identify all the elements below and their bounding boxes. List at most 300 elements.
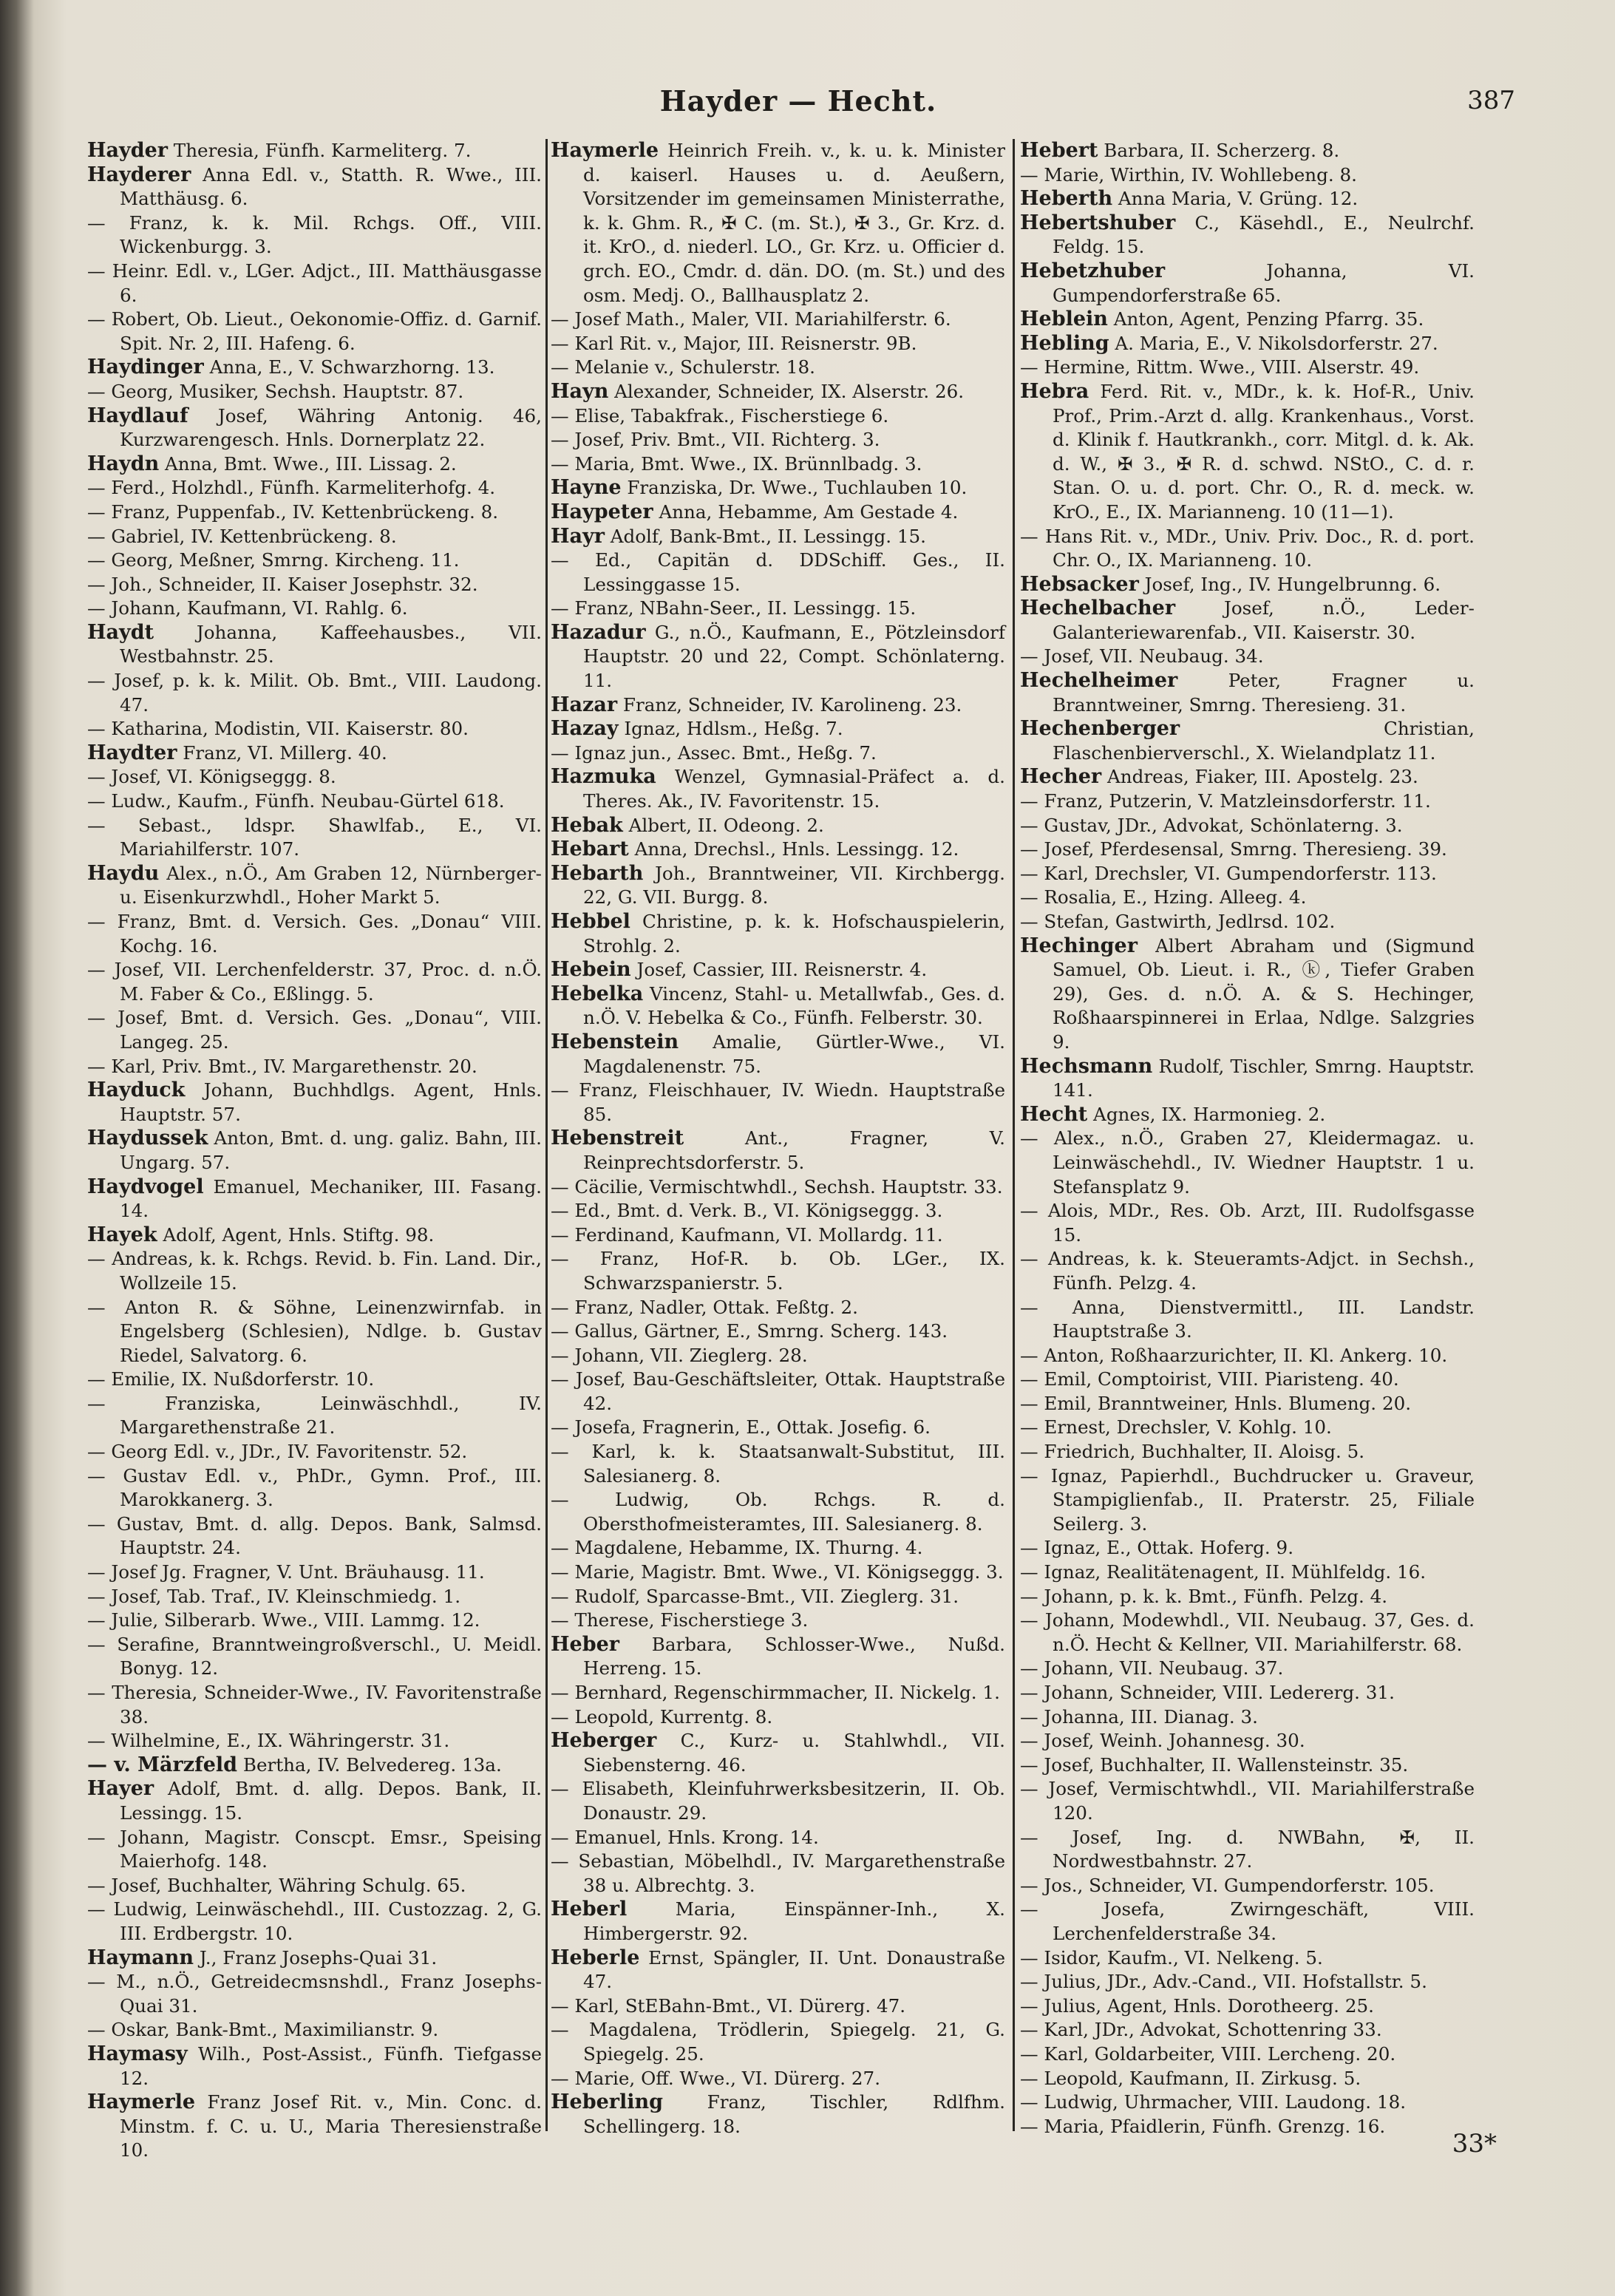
directory-entry xyxy=(1020,2115,1475,2139)
entry-details: Anna, Hebamme, Am Gestade 4. xyxy=(653,500,959,523)
directory-entry xyxy=(1020,838,1475,862)
entry-surname: Haypeter xyxy=(551,500,653,523)
entry-details: Heinrich Freih. v., k. u. k. Minister d. kaiserl. Hauses u. d. Aeußern, Vorsitzender im gemeinsamen Ministerrathe, k. k. Ghm. R., ✠ C. (m. St.), ✠ 3., Gr. Krz. d. it. KrO., d. niederl. LO., Gr. Krz. u. Officier d. grch. EO., Cmdr. d. dän. DO. (m. St.) und des osm. Medj. O., Ballhausplatz 2. xyxy=(583,140,1005,306)
directory-entry xyxy=(87,789,542,814)
directory-entry xyxy=(87,356,542,380)
entry-details: — Andreas, k. k. Steueramts-Adjct. in Sechsh., Fünfh. Pelzg. 4. xyxy=(1020,1248,1475,1294)
entry-surname: Haydt xyxy=(87,620,154,644)
directory-entry xyxy=(1020,717,1475,765)
directory-entry xyxy=(551,356,1005,380)
directory-entry xyxy=(87,1175,542,1223)
entry-details: — Anna, Dienstvermittl., III. Landstr. Hauptstraße 3. xyxy=(1020,1296,1475,1342)
entry-surname: Hazar xyxy=(551,693,618,716)
directory-entry xyxy=(87,1681,542,1729)
entry-details: Bertha, IV. Belvedereg. 13a. xyxy=(237,1753,502,1776)
entry-details: — Hermine, Rittm. Wwe., VIII. Alserstr. 49. xyxy=(1020,356,1420,378)
entry-details: Franz, Schneider, IV. Karolineng. 23. xyxy=(617,693,962,716)
directory-entry xyxy=(87,1729,542,1753)
entry-surname: Hazadur xyxy=(551,620,646,644)
entry-details: — Heinr. Edl. v., LGer. Adjct., III. Matthäusgasse 6. xyxy=(87,259,542,306)
entry-details: — Ernest, Drechsler, V. Kohlg. 10. xyxy=(1020,1416,1332,1439)
entry-details: — Karl, k. k. Staatsanwalt-Substitut, III. Salesianerg. 8. xyxy=(551,1441,1005,1487)
directory-entry xyxy=(87,1560,542,1585)
entry-details: Albert Abraham und (Sigmund Samuel, Ob. Lieut. i. R., ⓚ, Tiefer Graben 29), Ges. d. n.Ö. A. & S. Hechinger, Roßhaarspinnerei in Erlaa, Ndlge. Salzgries 9. xyxy=(1053,934,1475,1053)
directory-entry xyxy=(551,476,1005,500)
entry-surname: Hebra xyxy=(1020,379,1089,403)
directory-entry xyxy=(551,380,1005,404)
directory-entry xyxy=(87,1777,542,1825)
directory-entry xyxy=(551,1681,1005,1705)
directory-entry xyxy=(551,1777,1005,1825)
directory-entry xyxy=(551,1440,1005,1488)
entry-details: — Josef, Bmt. d. Versich. Ges. „Donau“, VIII. Langeg. 25. xyxy=(87,1007,542,1053)
entry-details: — Josefa, Zwirngeschäft, VIII. Lerchenfelderstraße 34. xyxy=(1020,1898,1475,1944)
entry-details: — Josef, VI. Königseggg. 8. xyxy=(87,766,336,788)
entry-details: — Ferd., Holzhdl., Fünfh. Karmeliterhofg. 4. xyxy=(87,477,496,499)
entry-details: Theresia, Fünfh. Karmeliterg. 7. xyxy=(167,140,472,161)
directory-entry xyxy=(551,958,1005,982)
directory-entry xyxy=(551,308,1005,332)
directory-entry xyxy=(551,500,1005,525)
directory-entry xyxy=(1020,1609,1475,1657)
directory-entry xyxy=(87,380,542,404)
directory-entry xyxy=(1020,814,1475,838)
entry-details: J., Franz Josephs-Quai 31. xyxy=(194,1946,438,1969)
directory-entry xyxy=(551,1705,1005,1730)
directory-entry xyxy=(1020,1681,1475,1705)
entry-details: — Rudolf, Sparcasse-Bmt., VII. Zieglerg. 31. xyxy=(551,1585,959,1607)
directory-entry xyxy=(551,1536,1005,1560)
entry-details: — Johann, VII. Zieglerg. 28. xyxy=(551,1344,808,1366)
entry-details: — Marie, Wirthin, IV. Wohllebeng. 8. xyxy=(1020,163,1357,186)
entry-details: — Alois, MDr., Res. Ob. Arzt, III. Rudolfsgasse 15. xyxy=(1020,1200,1475,1246)
column-divider-left xyxy=(545,139,548,2131)
directory-entry xyxy=(87,1440,542,1464)
directory-entry xyxy=(87,139,542,163)
entry-details: G., n.Ö., Kaufmann, E., Pötzleinsdorf Hauptstr. 20 und 22, Compt. Schönlaterng. 11. xyxy=(583,621,1005,692)
directory-entry xyxy=(551,982,1005,1030)
entry-surname: Haydter xyxy=(87,741,177,764)
entry-details: — Leopold, Kaufmann, II. Zirkusg. 5. xyxy=(1020,2067,1361,2089)
directory-entry xyxy=(87,1055,542,1079)
directory-entry xyxy=(551,548,1005,597)
entry-details: — Josef, Weinh. Johannesg. 30. xyxy=(1020,1730,1305,1752)
directory-entry xyxy=(1020,332,1475,356)
directory-entry xyxy=(1020,910,1475,934)
directory-entry xyxy=(87,1512,542,1560)
directory-entry xyxy=(1020,259,1475,308)
entry-details: Albert, II. Odeong. 2. xyxy=(622,814,824,836)
entry-surname: Hebertshuber xyxy=(1020,211,1176,234)
directory-entry xyxy=(1020,1344,1475,1368)
directory-entry xyxy=(1020,573,1475,597)
entry-details: Anna, E., V. Schwarzhorng. 13. xyxy=(203,356,495,378)
directory-entry xyxy=(551,1826,1005,1850)
entry-details: — Karl, Priv. Bmt., IV. Margarethenstr. 20. xyxy=(87,1055,477,1077)
entry-details: Johanna, Kaffeehausbes., VII. Westbahnstr. 25. xyxy=(120,621,542,668)
entry-surname: Hechelheimer xyxy=(1020,669,1178,693)
directory-entry xyxy=(87,573,542,597)
entry-details: Ant., Fragner, V. Reinprechtsdorferstr. 5. xyxy=(583,1127,1005,1173)
entry-details: — Ed., Capitän d. DDSchiff. Ges., II. Lessinggasse 15. xyxy=(551,549,1005,595)
column-left xyxy=(87,139,542,2161)
entry-details: — Georg, Musiker, Sechsh. Hauptstr. 87. xyxy=(87,380,464,402)
entry-details: — Karl, Drechsler, VI. Gumpendorferstr. 113. xyxy=(1020,862,1437,884)
directory-entry xyxy=(1020,1368,1475,1392)
directory-entry xyxy=(1020,1127,1475,1199)
directory-entry xyxy=(551,525,1005,549)
directory-entry xyxy=(87,404,542,452)
entry-surname: Hayderer xyxy=(87,163,191,186)
directory-entry xyxy=(1020,1970,1475,1994)
directory-entry xyxy=(551,1127,1005,1175)
directory-entry xyxy=(87,2018,542,2042)
directory-entry xyxy=(1020,1536,1475,1560)
directory-entry xyxy=(551,452,1005,477)
directory-entry xyxy=(1020,1898,1475,1946)
entry-details: — Oskar, Bank-Bmt., Maximilianstr. 9. xyxy=(87,2019,439,2041)
directory-entry xyxy=(1020,1199,1475,1247)
entry-details: Anna, Drechsl., Hnls. Lessingg. 12. xyxy=(628,838,959,860)
entry-surname: Hebein xyxy=(551,958,631,982)
directory-entry xyxy=(87,1079,542,1127)
directory-entry xyxy=(1020,1777,1475,1825)
directory-entry xyxy=(1020,2067,1475,2091)
entry-details: — Josefa, Fragnerin, E., Ottak. Josefig. 6. xyxy=(551,1416,931,1439)
entry-details: — Bernhard, Regenschirmmacher, II. Nickelg. 1. xyxy=(551,1682,1000,1703)
entry-surname: Hayer xyxy=(87,1777,154,1801)
directory-entry xyxy=(87,621,542,669)
entry-details: — Josef, Priv. Bmt., VII. Richterg. 3. xyxy=(551,429,880,451)
directory-entry xyxy=(1020,1729,1475,1753)
entry-details: Franz, VI. Millerg. 40. xyxy=(177,741,387,764)
entry-details: — M., n.Ö., Getreidecmsnshdl., Franz Josephs-Quai 31. xyxy=(87,1971,542,2017)
entry-surname: Heberl xyxy=(551,1898,628,1921)
directory-entry xyxy=(551,621,1005,693)
entry-details: Alex., n.Ö., Am Graben 12, Nürnberger- u. Eisenkurzwhdl., Hoher Markt 5. xyxy=(120,862,542,908)
entry-details: — Elise, Tabakfrak., Fischerstiege 6. xyxy=(551,404,889,427)
directory-entry xyxy=(551,1199,1005,1223)
entry-details: Joh., Branntweiner, VII. Kirchbergg. 22, G. VII. Burgg. 8. xyxy=(583,862,1005,908)
entry-details: — Julie, Silberarb. Wwe., VIII. Lammg. 12. xyxy=(87,1609,480,1631)
running-title: Hayder — Hecht. xyxy=(659,84,937,118)
directory-entry xyxy=(1020,163,1475,188)
entry-details: — Elisabeth, Kleinfuhrwerksbesitzerin, II. Ob. Donaustr. 29. xyxy=(551,1778,1005,1824)
directory-entry xyxy=(87,500,542,525)
directory-entry xyxy=(1020,886,1475,910)
directory-entry xyxy=(551,1223,1005,1248)
entry-surname: Haymerle xyxy=(551,139,659,162)
directory-entry xyxy=(87,958,542,1006)
entry-surname: — v. Märzfeld xyxy=(87,1753,238,1776)
directory-entry xyxy=(551,910,1005,958)
entry-surname: Hebling xyxy=(1020,331,1109,355)
entry-details: Anna Maria, V. Grüng. 12. xyxy=(1112,188,1359,210)
directory-entry xyxy=(1020,1440,1475,1464)
entry-details: Josef, Ing., IV. Hungelbrunng. 6. xyxy=(1138,573,1441,595)
entry-details: — Josef, Pferdesensal, Smrng. Theresieng. 39. xyxy=(1020,838,1447,860)
entry-details: Josef, n.Ö., Leder-Galanteriewarenfab., VII. Kaiserstr. 30. xyxy=(1053,597,1475,643)
entry-details: — Johanna, III. Dianag. 3. xyxy=(1020,1705,1258,1728)
entry-details: Anna Edl. v., Statth. R. Wwe., III. Matthäusg. 6. xyxy=(120,163,542,210)
entry-details: — Josef, Vermischtwhdl., VII. Mariahilferstraße 120. xyxy=(1020,1778,1475,1824)
entry-details: — Julius, JDr., Adv.-Cand., VII. Hofstallstr. 5. xyxy=(1020,1971,1427,1993)
entry-details: — Franziska, Leinwäschhdl., IV. Margarethenstraße 21. xyxy=(87,1392,542,1439)
directory-entry xyxy=(551,1585,1005,1609)
entry-surname: Heberling xyxy=(551,2090,663,2114)
directory-entry xyxy=(551,814,1005,838)
entry-details: Andreas, Fiaker, III. Apostelg. 23. xyxy=(1101,766,1418,788)
directory-entry xyxy=(87,1368,542,1392)
entry-details: — Cäcilie, Vermischtwhdl., Sechsh. Hauptstr. 33. xyxy=(551,1175,1003,1198)
entry-details: — Isidor, Kaufm., VI. Nelkeng. 5. xyxy=(1020,1946,1323,1969)
directory-entry xyxy=(87,1127,542,1175)
directory-entry xyxy=(87,1826,542,1874)
entry-details: Adolf, Agent, Hnls. Stiftg. 98. xyxy=(157,1223,435,1246)
entry-details: Christian, Flaschenbierverschl., X. Wielandplatz 11. xyxy=(1053,718,1475,764)
directory-entry xyxy=(551,1296,1005,1320)
entry-details: — Josef, Ing. d. NWBahn, ✠, II. Nordwestbahnstr. 27. xyxy=(1020,1826,1475,1872)
entry-details: — Josef Math., Maler, VII. Mariahilferstr. 6. xyxy=(551,308,951,330)
directory-entry xyxy=(551,1488,1005,1536)
directory-entry xyxy=(87,1970,542,2018)
directory-entry xyxy=(87,476,542,500)
entry-details: — Magdalene, Hebamme, IX. Thurng. 4. xyxy=(551,1537,923,1559)
entry-details: — Alex., n.Ö., Graben 27, Kleidermagaz. u. Leinwäschehdl., IV. Wiedner Hauptstr. 1 u. Stefansplatz 9. xyxy=(1020,1127,1475,1198)
entry-details: — Leopold, Kurrentg. 8. xyxy=(551,1705,773,1728)
entry-details: — Franz, NBahn-Seer., II. Lessingg. 15. xyxy=(551,597,917,619)
entry-details: Wilh., Post-Assist., Fünfh. Tiefgasse 12. xyxy=(120,2042,542,2089)
entry-details: Adolf, Bank-Bmt., II. Lessingg. 15. xyxy=(604,525,926,547)
directory-entry xyxy=(551,404,1005,429)
entry-details: — Ignaz jun., Assec. Bmt., Heßg. 7. xyxy=(551,741,877,764)
entry-details: — Josef, Bau-Geschäftsleiter, Ottak. Hauptstraße 42. xyxy=(551,1368,1005,1414)
directory-entry xyxy=(87,814,542,862)
directory-entry xyxy=(551,717,1005,741)
directory-entry xyxy=(1020,645,1475,669)
entry-details: — Johann, VII. Neubaug. 37. xyxy=(1020,1657,1284,1679)
entry-details: Christine, p. k. k. Hofschauspielerin, Strohlg. 2. xyxy=(583,911,1005,957)
entry-details: Franz Josef Rit. v., Min. Conc. d. Minstm. f. C. u. U., Maria Theresienstraße 10. xyxy=(120,2091,542,2161)
entry-surname: Hebak xyxy=(551,813,623,837)
entry-surname: Hecht xyxy=(1020,1102,1088,1126)
entry-details: Vincenz, Stahl- u. Metallwfab., Ges. d. n.Ö. V. Hebelka & Co., Fünfh. Felberstr. 30. xyxy=(583,982,1005,1029)
directory-entry xyxy=(1020,1994,1475,2019)
entry-surname: Haydussek xyxy=(87,1127,208,1150)
directory-entry xyxy=(551,139,1005,308)
directory-entry xyxy=(551,428,1005,452)
directory-entry xyxy=(1020,1055,1475,1103)
entry-details: Anton, Bmt. d. ung. galiz. Bahn, III. Ungarg. 57. xyxy=(120,1127,542,1173)
entry-details: Franz, Tischler, Rdlfhm. Schellingerg. 18. xyxy=(583,2091,1005,2137)
directory-entry xyxy=(87,1753,542,1778)
entry-surname: Hechelbacher xyxy=(1020,597,1176,620)
directory-entry xyxy=(1020,525,1475,573)
entry-details: — Ferdinand, Kaufmann, VI. Mollardg. 11. xyxy=(551,1223,943,1246)
entry-details: — Friedrich, Buchhalter, II. Aloisg. 5. xyxy=(1020,1441,1365,1463)
directory-entry xyxy=(551,765,1005,813)
entry-details: — Franz, Hof-R. b. Ob. LGer., IX. Schwarzspanierstr. 5. xyxy=(551,1248,1005,1294)
entry-details: — Ludwig, Uhrmacher, VIII. Laudong. 18. xyxy=(1020,2091,1407,2113)
directory-entry xyxy=(551,1729,1005,1777)
entry-details: Ernst, Spängler, II. Unt. Donaustraße 47. xyxy=(583,1946,1005,1993)
entry-details: C., Käsehdl., E., Neulrchf. Feldg. 15. xyxy=(1053,211,1475,258)
directory-entry xyxy=(1020,1392,1475,1416)
entry-surname: Hayr xyxy=(551,524,605,548)
entry-details: Amalie, Gürtler-Wwe., VI. Magdalenenstr. 75. xyxy=(583,1030,1005,1077)
directory-entry xyxy=(87,259,542,308)
directory-entry xyxy=(551,1946,1005,1994)
entry-surname: Hebart xyxy=(551,838,629,861)
entry-surname: Hebenstein xyxy=(551,1030,679,1053)
directory-entry xyxy=(87,548,542,573)
directory-entry xyxy=(87,1006,542,1054)
entry-details: — Franz, Fleischhauer, IV. Wiedn. Hauptstraße 85. xyxy=(551,1079,1005,1125)
directory-entry xyxy=(551,838,1005,862)
directory-entry xyxy=(1020,1416,1475,1440)
entry-details: Barbara, II. Scherzerg. 8. xyxy=(1098,140,1340,161)
entry-surname: Haydinger xyxy=(87,356,204,379)
entry-details: — Gallus, Gärtner, E., Smrng. Scherg. 143. xyxy=(551,1320,948,1342)
directory-entry xyxy=(87,1392,542,1440)
directory-entry xyxy=(87,2042,542,2090)
entry-surname: Hechsmann xyxy=(1020,1054,1153,1078)
directory-entry xyxy=(87,765,542,789)
entry-details: — Josef Jg. Fragner, V. Unt. Bräuhausg. 11. xyxy=(87,1561,485,1583)
directory-entry xyxy=(1020,1103,1475,1127)
entry-details: — Emil, Branntweiner, Hnls. Blumeng. 20. xyxy=(1020,1392,1412,1414)
entry-surname: Hebarth xyxy=(551,861,644,885)
entry-details: — Johann, Kaufmann, VI. Rahlg. 6. xyxy=(87,597,408,619)
directory-entry xyxy=(87,308,542,356)
entry-surname: Hebsacker xyxy=(1020,572,1139,596)
entry-surname: Hayduck xyxy=(87,1079,186,1102)
directory-entry xyxy=(1020,139,1475,163)
entry-details: Maria, Einspänner-Inh., X. Himbergerstr. 92. xyxy=(583,1898,1005,1944)
entry-details: — Johann, p. k. k. Bmt., Fünfh. Pelzg. 4. xyxy=(1020,1585,1388,1607)
entry-details: — Johann, Schneider, VIII. Ledererg. 31. xyxy=(1020,1682,1395,1703)
entry-details: — Emanuel, Hnls. Krong. 14. xyxy=(551,1826,819,1848)
entry-details: Agnes, IX. Harmonieg. 2. xyxy=(1087,1103,1326,1125)
entry-details: — Ignaz, Realitätenagent, II. Mühlfeldg. 16. xyxy=(1020,1561,1427,1583)
entry-details: C., Kurz- u. Stahlwhdl., VII. Siebensterng. 46. xyxy=(583,1730,1005,1776)
entry-surname: Hebenstreit xyxy=(551,1127,684,1150)
directory-entry xyxy=(551,1030,1005,1079)
entry-details: — Franz, Bmt. d. Versich. Ges. „Donau“ VIII. Kochg. 16. xyxy=(87,911,542,957)
directory-entry xyxy=(551,1416,1005,1440)
directory-entry xyxy=(551,1319,1005,1344)
directory-entry xyxy=(1020,1464,1475,1537)
directory-entry xyxy=(1020,1874,1475,1898)
directory-entry xyxy=(87,211,542,259)
directory-entry xyxy=(87,2090,542,2163)
entry-details: — Katharina, Modistin, VII. Kaiserstr. 80. xyxy=(87,718,469,740)
entry-surname: Hayne xyxy=(551,476,622,500)
directory-entry xyxy=(551,1175,1005,1200)
entry-details: — Magdalena, Trödlerin, Spiegelg. 21, G. Spiegelg. 25. xyxy=(551,2019,1005,2065)
entry-surname: Heberger xyxy=(551,1729,657,1753)
entry-details: — Franz, Nadler, Ottak. Feßtg. 2. xyxy=(551,1296,858,1318)
entry-details: — Emil, Comptoirist, VIII. Piaristeng. 40. xyxy=(1020,1368,1399,1390)
directory-entry xyxy=(551,1633,1005,1681)
directory-entry xyxy=(1020,1705,1475,1730)
directory-entry xyxy=(1020,2090,1475,2115)
entry-details: — Gustav Edl. v., PhDr., Gymn. Prof., III. Marokkanerg. 3. xyxy=(87,1464,542,1511)
entry-details: — Julius, Agent, Hnls. Dorotheerg. 25. xyxy=(1020,1994,1374,2017)
signature-mark: 33* xyxy=(1452,2129,1497,2159)
entry-details: — Andreas, k. k. Rchgs. Revid. b. Fin. Land. Dir., Wollzeile 15. xyxy=(87,1248,542,1294)
entry-details: — Ed., Bmt. d. Verk. B., VI. Königseggg. 3. xyxy=(551,1200,943,1222)
entry-details: — Stefan, Gastwirth, Jedlrsd. 102. xyxy=(1020,911,1336,932)
directory-entry xyxy=(551,1079,1005,1127)
entry-details: — Joh., Schneider, II. Kaiser Josephstr. 32. xyxy=(87,573,478,595)
entry-details: — Karl Rit. v., Major, III. Reisnerstr. 9B. xyxy=(551,332,917,354)
entry-details: Adolf, Bmt. d. allg. Depos. Bank, II. Lessingg. 15. xyxy=(120,1778,542,1824)
directory-entry xyxy=(551,1368,1005,1416)
directory-entry xyxy=(1020,1560,1475,1585)
entry-details: Rudolf, Tischler, Smrng. Hauptstr. 141. xyxy=(1053,1055,1475,1101)
entry-surname: Hazay xyxy=(551,717,619,741)
directory-entry xyxy=(1020,862,1475,886)
entry-details: — Georg, Meßner, Smrng. Kircheng. 11. xyxy=(87,549,460,571)
entry-details: Peter, Fragner u. Branntweiner, Smrng. Theresieng. 31. xyxy=(1053,670,1475,716)
directory-entry xyxy=(551,1247,1005,1295)
entry-details: — Hans Rit. v., MDr., Univ. Priv. Doc., R. d. port. Chr. O., IX. Marianneng. 10. xyxy=(1020,525,1475,571)
directory-entry xyxy=(87,1247,542,1295)
entry-surname: Heberth xyxy=(1020,187,1113,211)
entry-surname: Hayek xyxy=(87,1223,157,1246)
entry-details: Josef, Währing Antonig. 46, Kurzwarengesch. Hnls. Dornerplatz 22. xyxy=(120,404,542,451)
directory-entry xyxy=(87,862,542,910)
directory-entry xyxy=(1020,187,1475,211)
entry-details: — Franz, Putzerin, V. Matzleinsdorferstr. 11. xyxy=(1020,790,1431,812)
entry-details: — Karl, Goldarbeiter, VIII. Lercheng. 20. xyxy=(1020,2042,1396,2065)
entry-details: — Josef, VII. Neubaug. 34. xyxy=(1020,645,1264,668)
directory-entry xyxy=(551,741,1005,766)
directory-entry xyxy=(87,669,542,717)
directory-entry xyxy=(1020,211,1475,259)
entry-surname: Hebelka xyxy=(551,982,644,1005)
entry-details: Barbara, Schlosser-Wwe., Nußd. Herreng. 15. xyxy=(583,1633,1005,1679)
entry-details: — Maria, Bmt. Wwe., IX. Brünnlbadg. 3. xyxy=(551,452,922,475)
entry-details: — Ludwig, Ob. Rchgs. R. d. Obersthofmeisteramtes, III. Salesianerg. 8. xyxy=(551,1489,1005,1535)
entry-details: — Sebast., ldspr. Shawlfab., E., VI. Mariahilferstr. 107. xyxy=(87,814,542,860)
directory-entry xyxy=(87,1223,542,1248)
entry-details: — Robert, Ob. Lieut., Oekonomie-Offiz. d. Garnif. Spit. Nr. 2, III. Hafeng. 6. xyxy=(87,308,542,354)
entry-details: — Ignaz, Papierhdl., Buchdrucker u. Graveur, Stampiglienfab., II. Praterstr. 25, Filiale Seilerg. 3. xyxy=(1020,1464,1475,1535)
entry-details: — Ignaz, E., Ottak. Hoferg. 9. xyxy=(1020,1537,1294,1559)
directory-entry xyxy=(551,1898,1005,1946)
entry-details: Ignaz, Hdlsm., Heßg. 7. xyxy=(618,718,843,740)
column-middle xyxy=(551,139,1005,2135)
entry-surname: Hebetzhuber xyxy=(1020,259,1166,282)
entry-details: Anna, Bmt. Wwe., III. Lissag. 2. xyxy=(159,452,457,475)
entry-details: — Gabriel, IV. Kettenbrückeng. 8. xyxy=(87,525,397,547)
entry-details: — Josef, VII. Lerchenfelderstr. 37, Proc. d. n.Ö. M. Faber & Co., Eßlingg. 5. xyxy=(87,959,542,1005)
entry-details: — Johann, Modewhdl., VII. Neubaug. 37, Ges. d. n.Ö. Hecht & Kellner, VII. Mariahilferstr. 68. xyxy=(1020,1609,1475,1655)
directory-entry xyxy=(87,597,542,621)
entry-details: — Franz, Puppenfab., IV. Kettenbrückeng. 8. xyxy=(87,500,499,523)
entry-details: — Ludwig, Leinwäschehdl., III. Custozzag. 2, G. III. Erdbergstr. 10. xyxy=(87,1898,542,1944)
directory-entry xyxy=(551,1560,1005,1585)
entry-surname: Haydlauf xyxy=(87,404,188,427)
directory-entry xyxy=(1020,669,1475,717)
directory-entry xyxy=(87,1585,542,1609)
entry-details: Wenzel, Gymnasial-Präfect a. d. Theres. Ak., IV. Favoritenstr. 15. xyxy=(583,766,1005,812)
entry-details: — Marie, Off. Wwe., VI. Dürerg. 27. xyxy=(551,2067,881,2089)
directory-entry xyxy=(87,1633,542,1681)
directory-entry xyxy=(1020,1247,1475,1295)
